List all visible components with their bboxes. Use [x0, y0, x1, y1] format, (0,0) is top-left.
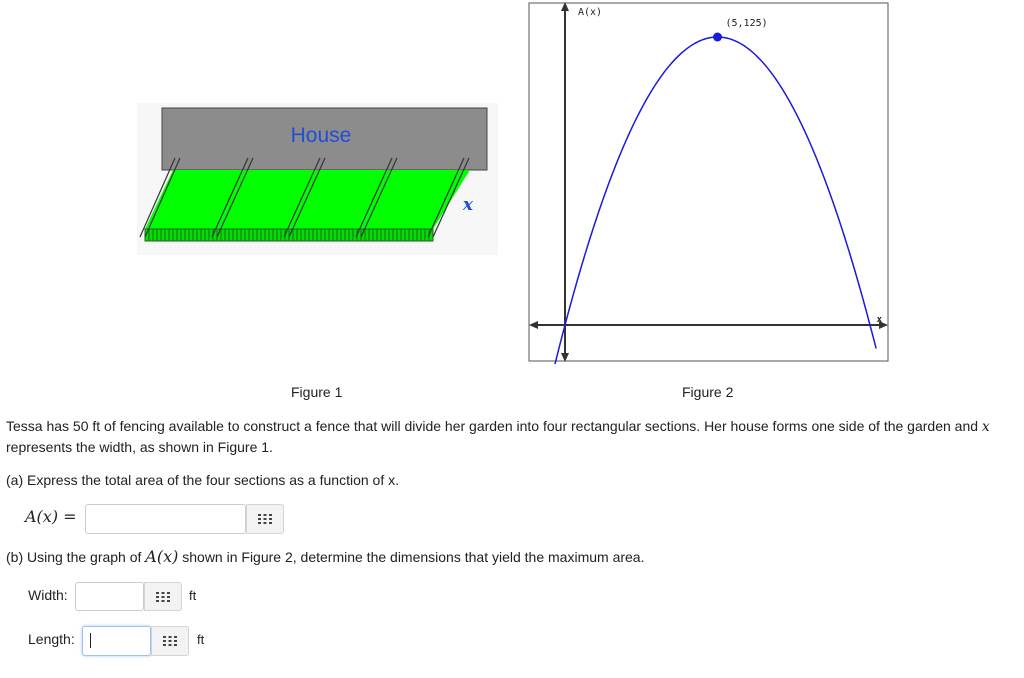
vertex-point — [713, 33, 722, 42]
problem-intro-variable: x — [981, 419, 990, 435]
garden-diagram-svg — [137, 103, 498, 255]
text-caret — [90, 633, 91, 648]
width-keypad-button[interactable] — [144, 582, 182, 611]
figure-1-diagram — [137, 103, 498, 255]
part-b-fn: A(x) — [145, 547, 179, 566]
vertex-label: (5,125) — [725, 18, 768, 29]
figure-2-graph — [528, 0, 890, 364]
width-unit: ft — [189, 588, 197, 603]
garden-surface — [145, 170, 470, 229]
x-axis-label: x — [876, 315, 882, 325]
width-input[interactable] — [75, 582, 144, 611]
part-b-suffix: shown in Figure 2, determine the dimensions that yield the maximum area. — [182, 549, 645, 565]
length-input[interactable] — [82, 626, 151, 656]
figure-2-caption: Figure 2 — [682, 384, 734, 400]
part-b-prompt — [6, 547, 644, 567]
area-function-input[interactable] — [85, 504, 246, 534]
y-axis-label: A(x) — [578, 7, 603, 18]
part-a-fn-text: A(x) = — [25, 507, 77, 526]
width-label: Width: — [28, 587, 68, 603]
problem-intro — [6, 416, 1016, 457]
length-label: Length: — [28, 631, 75, 647]
problem-intro-text: Tessa has 50 ft of fencing available to construct a fence that will divide her garden into four rectangular sections. Her house forms one side of the garden and — [6, 418, 979, 434]
area-function-chart — [528, 0, 890, 364]
length-keypad-button[interactable] — [151, 626, 189, 656]
part-a-prompt: (a) Express the total area of the four sections as a function of x. — [6, 472, 399, 488]
keypad-icon — [156, 592, 170, 602]
problem-intro-line2: represents the width, as shown in Figure 1. — [6, 439, 273, 455]
part-a-function-label — [25, 507, 77, 527]
keypad-icon — [258, 514, 272, 524]
keypad-icon — [163, 636, 177, 646]
house-label: House — [290, 124, 352, 147]
figure-1-caption: Figure 1 — [291, 384, 343, 400]
part-b-prefix: (b) Using the graph of — [6, 549, 142, 565]
chart-frame — [529, 3, 888, 361]
length-unit: ft — [197, 632, 205, 647]
area-keypad-button[interactable] — [246, 504, 284, 534]
width-variable-label: x — [462, 195, 474, 215]
